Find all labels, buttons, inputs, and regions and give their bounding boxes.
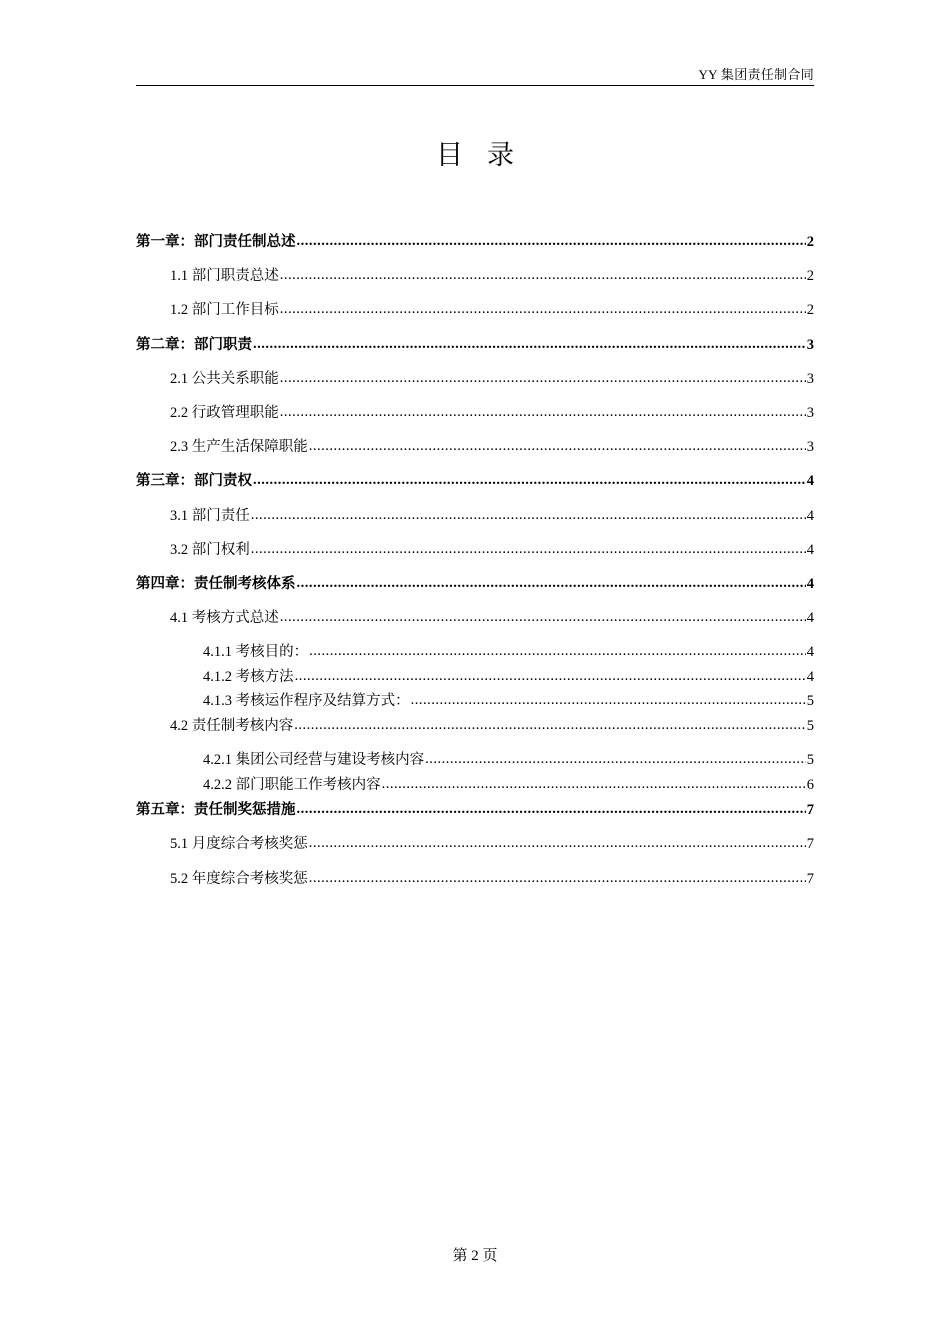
dot-leader bbox=[309, 437, 806, 455]
toc-entry-label: 2.1 公共关系职能 bbox=[170, 371, 279, 387]
toc-entry-4-1-2[interactable] bbox=[203, 668, 814, 686]
toc-entry-label: 第二章：部门职责 bbox=[136, 337, 252, 353]
toc-page-number: 4 bbox=[806, 473, 814, 489]
dot-leader bbox=[382, 775, 806, 793]
toc-entry-3-1[interactable] bbox=[170, 507, 814, 525]
toc-entry-label: 3.2 部门权利 bbox=[170, 542, 250, 558]
toc-entry-label: 4.1.2 考核方法 bbox=[203, 669, 294, 685]
toc-page-number: 4 bbox=[806, 610, 814, 626]
toc-entry-label: 1.1 部门职责总述 bbox=[170, 268, 279, 284]
toc-entry-2-2[interactable] bbox=[170, 404, 814, 422]
toc-page-number: 3 bbox=[806, 405, 814, 421]
toc-entry-4-1-1[interactable] bbox=[203, 643, 814, 661]
toc-entry-1-1[interactable] bbox=[170, 267, 814, 285]
toc-page-number: 7 bbox=[806, 836, 814, 852]
dot-leader bbox=[253, 471, 806, 489]
toc-entry-5-1[interactable] bbox=[170, 835, 814, 853]
toc-page-number: 4 bbox=[806, 542, 814, 558]
dot-leader bbox=[280, 300, 806, 318]
toc-page-number: 3 bbox=[806, 439, 814, 455]
toc-entry-chapter-5[interactable] bbox=[136, 801, 814, 819]
toc-entry-label: 4.1.1 考核目的： bbox=[203, 644, 309, 660]
toc-entry-4-2-2[interactable] bbox=[203, 776, 814, 794]
dot-leader bbox=[297, 800, 806, 818]
toc-page-number: 2 bbox=[806, 268, 814, 284]
toc-entry-label: 1.2 部门工作目标 bbox=[170, 302, 279, 318]
dot-leader bbox=[309, 834, 806, 852]
dot-leader bbox=[280, 369, 806, 387]
toc-page-number: 4 bbox=[806, 644, 814, 660]
toc-page-number: 5 bbox=[806, 693, 814, 709]
toc-page-number: 3 bbox=[806, 337, 814, 353]
toc-entry-label: 4.1 考核方式总述 bbox=[170, 610, 279, 626]
toc-entry-2-1[interactable] bbox=[170, 370, 814, 388]
dot-leader bbox=[280, 608, 806, 626]
toc-entry-label: 4.1.3 考核运作程序及结算方式： bbox=[203, 693, 410, 709]
dot-leader bbox=[425, 750, 806, 768]
toc-entry-label: 4.2.2 部门职能工作考核内容 bbox=[203, 777, 381, 793]
dot-leader bbox=[295, 667, 806, 685]
toc-entry-4-1[interactable] bbox=[170, 609, 814, 627]
toc-entry-label: 4.2 责任制考核内容 bbox=[170, 718, 294, 734]
toc-entry-label: 2.2 行政管理职能 bbox=[170, 405, 279, 421]
toc-entry-label: 第一章：部门责任制总述 bbox=[136, 234, 296, 250]
toc-entry-chapter-2[interactable] bbox=[136, 336, 814, 354]
dot-leader bbox=[251, 506, 806, 524]
toc-page-number: 7 bbox=[806, 871, 814, 887]
toc-page-number: 4 bbox=[806, 508, 814, 524]
header-divider bbox=[136, 85, 814, 86]
toc-entry-chapter-4[interactable] bbox=[136, 575, 814, 593]
toc-page-number: 2 bbox=[806, 234, 814, 250]
toc-entry-label: 5.1 月度综合考核奖惩 bbox=[170, 836, 308, 852]
toc-title: 目录 bbox=[436, 140, 538, 170]
toc-page-number: 6 bbox=[806, 777, 814, 793]
toc-page-number: 7 bbox=[806, 802, 814, 818]
dot-leader bbox=[294, 716, 806, 734]
toc-entry-chapter-3[interactable] bbox=[136, 472, 814, 490]
toc-entry-5-2[interactable] bbox=[170, 870, 814, 888]
dot-leader bbox=[280, 266, 806, 284]
dot-leader bbox=[309, 869, 806, 887]
toc-entry-3-2[interactable] bbox=[170, 541, 814, 559]
dot-leader bbox=[297, 232, 806, 250]
toc-entry-4-1-3[interactable] bbox=[203, 692, 814, 710]
toc-page-number: 4 bbox=[806, 576, 814, 592]
dot-leader bbox=[251, 540, 806, 558]
toc-page-number: 3 bbox=[806, 371, 814, 387]
dot-leader bbox=[280, 403, 806, 421]
toc-page-number: 2 bbox=[806, 302, 814, 318]
dot-leader bbox=[309, 642, 806, 660]
toc-entry-label: 2.3 生产生活保障职能 bbox=[170, 439, 308, 455]
toc-entry-label: 5.2 年度综合考核奖惩 bbox=[170, 871, 308, 887]
running-header: YY 集团责任制合同 bbox=[698, 67, 814, 82]
toc-entry-label: 3.1 部门责任 bbox=[170, 508, 250, 524]
page-number-footer: 第 2 页 bbox=[452, 1248, 498, 1264]
toc-entry-chapter-1[interactable] bbox=[136, 233, 814, 251]
dot-leader bbox=[411, 691, 806, 709]
toc-page-number: 5 bbox=[806, 752, 814, 768]
toc-entry-label: 第三章：部门责权 bbox=[136, 473, 252, 489]
toc-entry-label: 4.2.1 集团公司经营与建设考核内容 bbox=[203, 752, 425, 768]
toc-entry-label: 第五章：责任制奖惩措施 bbox=[136, 802, 296, 818]
toc-entry-2-3[interactable] bbox=[170, 438, 814, 456]
toc-page-number: 5 bbox=[806, 718, 814, 734]
toc-page-number: 4 bbox=[806, 669, 814, 685]
toc-entry-label: 第四章：责任制考核体系 bbox=[136, 576, 296, 592]
toc-entry-4-2[interactable] bbox=[170, 717, 814, 735]
dot-leader bbox=[253, 335, 806, 353]
dot-leader bbox=[297, 574, 806, 592]
toc-entry-1-2[interactable] bbox=[170, 301, 814, 319]
toc-entry-4-2-1[interactable] bbox=[203, 751, 814, 769]
